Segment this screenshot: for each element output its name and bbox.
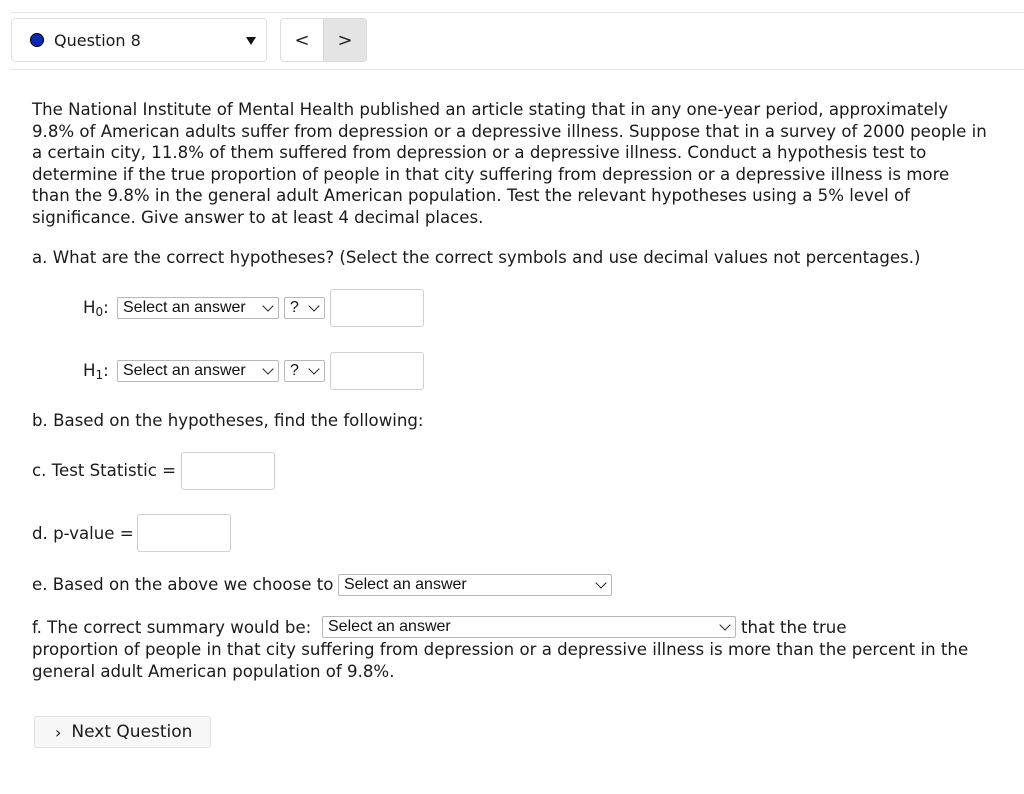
summary-continuation: proportion of people in that city suffering from depression or a depressive illness is more than the percent in the general adult American population of 9.8%. <box>32 640 969 681</box>
next-question-arrow-button[interactable]: > <box>323 19 366 61</box>
question-status-dot-icon <box>30 33 44 47</box>
h1-letter: H <box>83 361 96 380</box>
test-statistic-input[interactable] <box>181 452 275 490</box>
decision-select-value: Select an answer <box>344 576 467 593</box>
question-nav-buttons <box>280 18 367 62</box>
chevron-down-icon <box>308 300 319 311</box>
h0-letter: H <box>83 298 96 317</box>
chevron-down-icon <box>262 300 273 311</box>
h0-symbol-select-value: ? <box>290 299 299 316</box>
p-value-input[interactable] <box>137 514 231 552</box>
chevron-right-icon: › <box>55 722 62 742</box>
summary-after-text: that the true <box>741 618 847 637</box>
h0-symbol-select[interactable] <box>284 297 325 319</box>
chevron-down-icon <box>595 577 606 588</box>
part-b-prompt: b. Based on the hypotheses, find the following: <box>32 411 424 430</box>
h0-parameter-select[interactable] <box>117 297 279 319</box>
question-selector[interactable] <box>11 18 267 62</box>
p-value-label: d. p-value = <box>32 524 134 543</box>
h1-label <box>83 360 109 386</box>
h0-parameter-select-value: Select an answer <box>123 299 246 316</box>
h1-parameter-select-value: Select an answer <box>123 362 246 379</box>
h1-value-input[interactable] <box>330 352 424 390</box>
decision-select[interactable] <box>338 574 612 596</box>
chevron-down-icon <box>719 619 730 630</box>
h0-value-input[interactable] <box>330 289 424 327</box>
nav-divider <box>10 69 1024 70</box>
chevron-down-icon <box>262 363 273 374</box>
test-statistic-label: c. Test Statistic = <box>32 461 177 480</box>
problem-statement: The National Institute of Mental Health published an article stating that in any one-year period, approximately 9.8% of American adults suffer from depression or a depressive illness. Suppose that in a survey of 2000 people in a certain city, 11.8% of them suffered from depression or a depressive illness. Conduct a hypothesis test to determine if the true proportion of people in that city suffering from depression or a depressive illness is more than the 9.8% in the general adult American population. Test the relevant hypotheses using a 5% level of significance. Give answer to at least 4 decimal places. <box>32 100 987 227</box>
summary-label: f. The correct summary would be: <box>32 618 312 637</box>
decision-label: e. Based on the above we choose to <box>32 575 334 594</box>
h1-colon: : <box>103 361 109 380</box>
question-selector-label: Question 8 <box>54 31 141 50</box>
top-divider <box>10 12 1024 13</box>
h1-symbol-select[interactable] <box>284 360 325 382</box>
previous-question-button[interactable]: < <box>281 19 323 61</box>
summary-select[interactable] <box>322 616 736 638</box>
next-question-button[interactable] <box>34 716 211 748</box>
h1-subscript: 1 <box>95 368 104 382</box>
h0-label <box>83 297 109 323</box>
caret-down-icon <box>246 37 256 45</box>
h0-colon: : <box>103 298 109 317</box>
next-question-label: Next Question <box>71 722 193 742</box>
part-a-prompt: a. What are the correct hypotheses? (Select the correct symbols and use decimal values not percentages.) <box>32 248 921 267</box>
h1-parameter-select[interactable] <box>117 360 279 382</box>
summary-select-value: Select an answer <box>328 618 451 635</box>
h1-symbol-select-value: ? <box>290 362 299 379</box>
chevron-down-icon <box>308 363 319 374</box>
h0-subscript: 0 <box>95 305 104 319</box>
